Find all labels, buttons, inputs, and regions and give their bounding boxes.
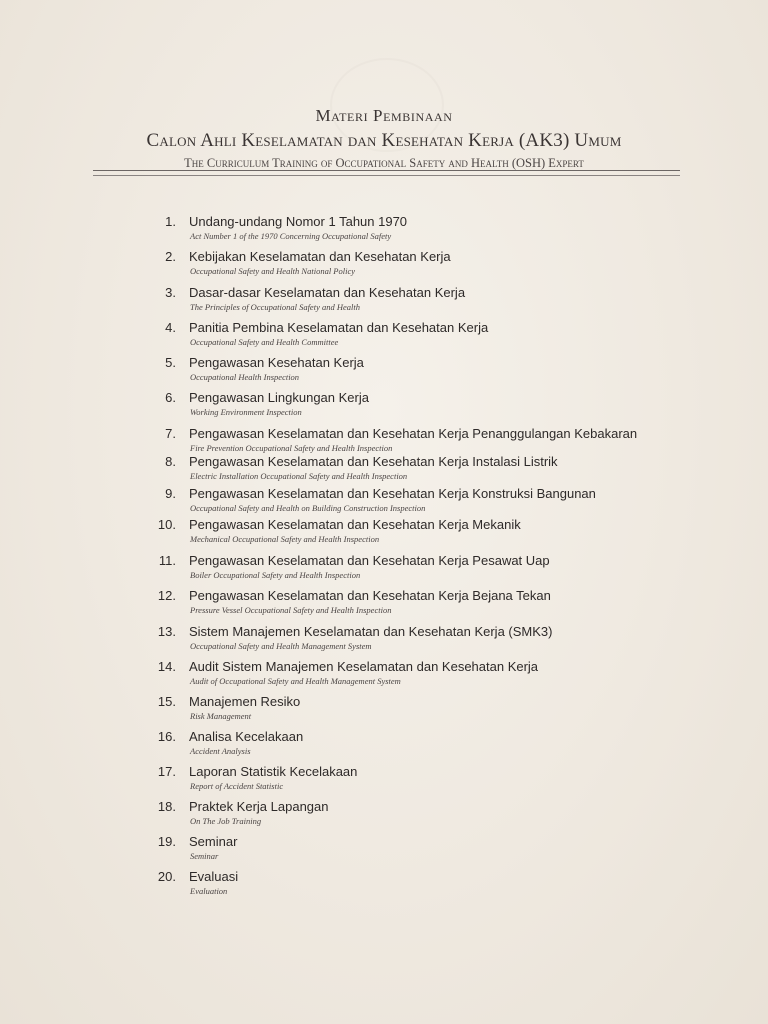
list-item-number: 19.: [157, 834, 176, 849]
list-item-title: Evaluasi: [189, 869, 239, 884]
list-item-number: 14.: [157, 659, 176, 674]
list-item-title: Pengawasan Keselamatan dan Kesehatan Kerja Pesawat Uap: [189, 553, 550, 568]
list-item: [0, 694, 768, 728]
list-item-english-title: On The Job Training: [190, 816, 262, 826]
list-item-number: 17.: [157, 764, 176, 779]
list-item-number: 20.: [157, 869, 176, 884]
list-item-english-title: Audit of Occupational Safety and Health Management System: [190, 676, 401, 686]
list-item-title: Pengawasan Keselamatan dan Kesehatan Kerja Mekanik: [189, 517, 521, 532]
list-item-number: 11.: [158, 553, 176, 568]
list-item-number: 3.: [165, 285, 176, 300]
list-item-english-title: Boiler Occupational Safety and Health Inspection: [190, 570, 361, 580]
list-item: [0, 285, 768, 319]
list-item-title: Audit Sistem Manajemen Keselamatan dan Kesehatan Kerja: [189, 659, 539, 674]
list-item-english-title: Occupational Safety and Health on Building Construction Inspection: [190, 503, 426, 513]
header-title: Materi Pembinaan: [315, 106, 453, 125]
list-item-number: 10.: [157, 517, 176, 532]
list-item: [0, 486, 768, 520]
list-item: [0, 834, 768, 868]
list-item: [0, 390, 768, 424]
list-item-title: Analisa Kecelakaan: [189, 729, 304, 744]
list-item: [0, 249, 768, 283]
list-item-english-title: Occupational Safety and Health National Policy: [190, 266, 356, 276]
list-item-english-title: The Principles of Occupational Safety and Health: [190, 302, 360, 312]
list-item-title: Panitia Pembina Keselamatan dan Kesehatan Kerja: [189, 320, 489, 335]
list-item-number: 6.: [165, 390, 176, 405]
header-divider: [93, 170, 680, 176]
list-item-number: 4.: [165, 320, 176, 335]
list-item: [0, 588, 768, 622]
list-item-title: Sistem Manajemen Keselamatan dan Kesehatan Kerja (SMK3): [189, 624, 553, 639]
list-item: [0, 729, 768, 763]
list-item-number: 1.: [165, 214, 176, 229]
list-item-english-title: Risk Management: [190, 711, 252, 721]
list-item-title: Laporan Statistik Kecelakaan: [189, 764, 358, 779]
list-item: [0, 454, 768, 488]
list-item-number: 18.: [157, 799, 176, 814]
list-item-english-title: Accident Analysis: [190, 746, 251, 756]
list-item-title: Undang-undang Nomor 1 Tahun 1970: [189, 214, 408, 229]
list-item-number: 13.: [157, 624, 176, 639]
list-item: [0, 869, 768, 903]
list-item-title: Kebijakan Keselamatan dan Kesehatan Kerja: [189, 249, 451, 264]
list-item-number: 5.: [165, 355, 176, 370]
list-item-title: Manajemen Resiko: [189, 694, 301, 709]
list-item: [0, 320, 768, 354]
list-item-english-title: Occupational Safety and Health Management System: [190, 641, 372, 651]
header-english-subtitle: The Curriculum Training of Occupational Safety and Health (OSH) Expert: [184, 156, 584, 170]
list-item-english-title: Occupational Health Inspection: [190, 372, 300, 382]
list-item-number: 15.: [157, 694, 176, 709]
list-item-english-title: Act Number 1 of the 1970 Concerning Occupational Safety: [190, 231, 392, 241]
list-item-title: Pengawasan Keselamatan dan Kesehatan Kerja Instalasi Listrik: [189, 454, 558, 469]
list-item-title: Seminar: [189, 834, 238, 849]
list-item-english-title: Occupational Safety and Health Committee: [190, 337, 339, 347]
list-item-english-title: Mechanical Occupational Safety and Health Inspection: [190, 534, 380, 544]
list-item-title: Pengawasan Keselamatan dan Kesehatan Kerja Konstruksi Bangunan: [189, 486, 596, 501]
list-item-number: 16.: [157, 729, 176, 744]
header-subtitle: Calon Ahli Keselamatan dan Kesehatan Kerja (AK3) Umum: [146, 130, 622, 151]
list-item: [0, 624, 768, 658]
document-header: [0, 104, 768, 171]
list-item-english-title: Report of Accident Statistic: [190, 781, 284, 791]
list-item-title: Pengawasan Keselamatan dan Kesehatan Kerja Bejana Tekan: [189, 588, 551, 603]
list-item-english-title: Seminar: [190, 851, 219, 861]
list-item-number: 2.: [165, 249, 176, 264]
list-item: [0, 659, 768, 693]
list-item-number: 12.: [157, 588, 176, 603]
list-item-number: 7.: [165, 426, 176, 441]
list-item-english-title: Fire Prevention Occupational Safety and Health Inspection: [190, 443, 393, 453]
list-item: [0, 355, 768, 389]
list-item-number: 9.: [165, 486, 176, 501]
list-item: [0, 553, 768, 587]
list-item-english-title: Electric Installation Occupational Safety and Health Inspection: [190, 471, 408, 481]
list-item-title: Dasar-dasar Keselamatan dan Kesehatan Kerja: [189, 285, 466, 300]
list-item: [0, 214, 768, 248]
list-item-title: Pengawasan Kesehatan Kerja: [189, 355, 364, 370]
list-item-english-title: Working Environment Inspection: [190, 407, 302, 417]
list-item-title: Praktek Kerja Lapangan: [189, 799, 329, 814]
list-item: [0, 764, 768, 798]
list-item-english-title: Pressure Vessel Occupational Safety and Health Inspection: [190, 605, 392, 615]
list-item-title: Pengawasan Lingkungan Kerja: [189, 390, 369, 405]
list-item: [0, 517, 768, 551]
list-item: [0, 799, 768, 833]
list-item-title: Pengawasan Keselamatan dan Kesehatan Kerja Penanggulangan Kebakaran: [189, 426, 638, 441]
list-item-number: 8.: [165, 454, 176, 469]
list-item-english-title: Evaluation: [190, 886, 228, 896]
